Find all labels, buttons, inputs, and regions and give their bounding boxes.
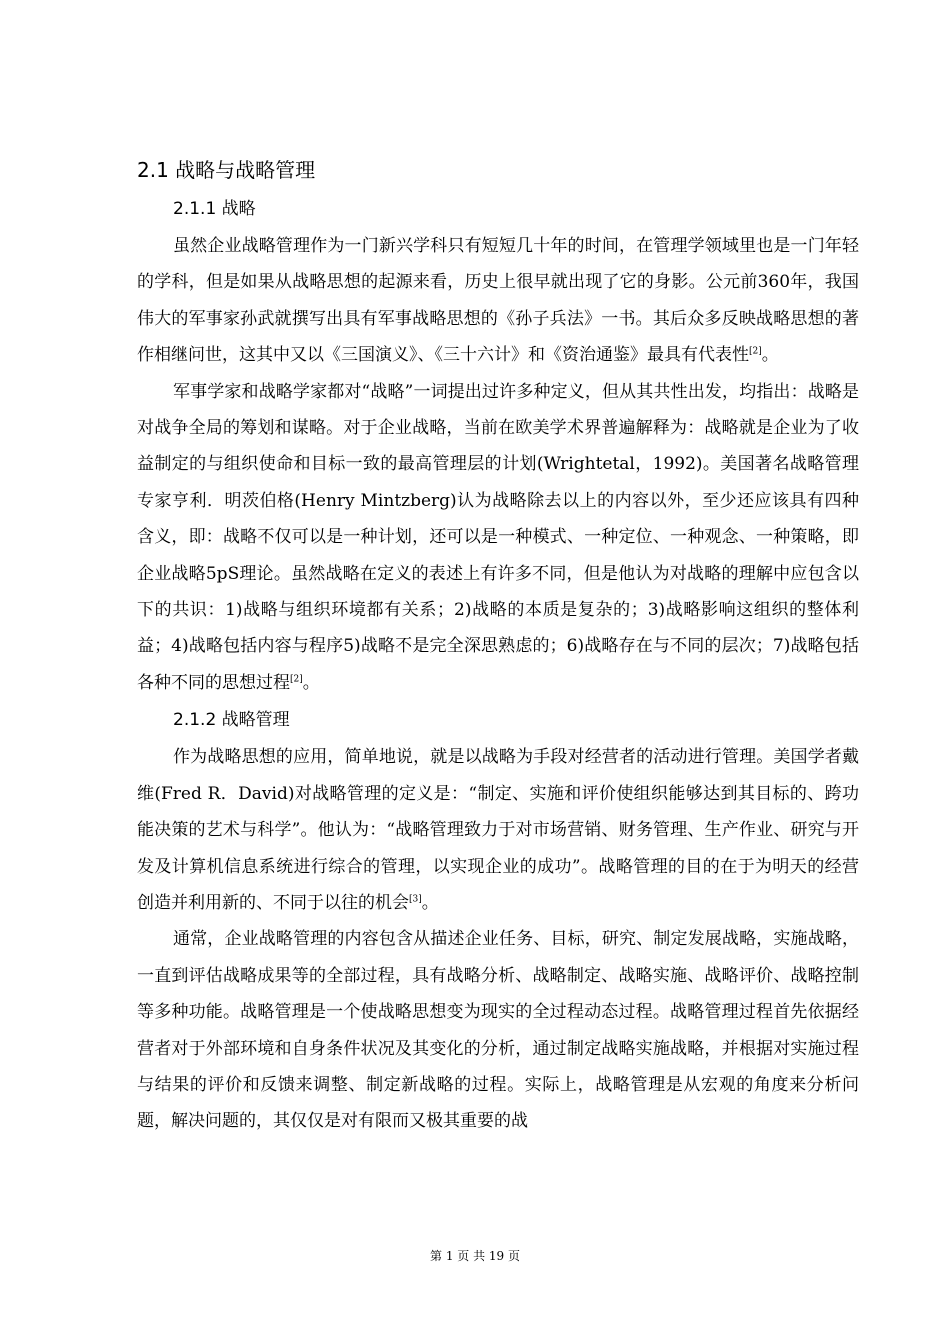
section-heading: 2.1 战略与战略管理 bbox=[137, 158, 316, 182]
paragraph-strategy-definition bbox=[137, 374, 859, 702]
citation-ref: [3] bbox=[409, 894, 422, 905]
paragraph-end-punct: 。 bbox=[421, 892, 439, 913]
paragraph-strategic-management-content bbox=[137, 921, 859, 1139]
subsection-heading-strategy: 2.1.1 战略 bbox=[173, 199, 256, 219]
page-content bbox=[137, 150, 859, 1140]
paragraph-end-punct: 。 bbox=[761, 345, 779, 366]
paragraph-strategic-management-definition bbox=[137, 739, 859, 921]
paragraph-text: 军事学家和战略学家都对“战略”一词提出过许多种定义，但从其共性出发，均指出：战略是对战争全局的筹划和谋略。对于企业战略，当前在欧美学术界普遍解释为：战略就是企业为了收益制定的与组织使命和目标一致的最高管理层的计划(Wrightetal，1992)。美国著名战略管理专家亨利．明茨伯格(Henry Mintzberg)认为战略除去以上的内容以外，至少还应该具有四种含义，即：战略不仅可以是一种计划，还可以是一种模式、一种定位、一种观念、一种策略，即企业战略5pS理论。虽然战略在定义的表述上有许多不同，但是他认为对战略的理解中应包含以下的共识：1)战略与组织环境都有关系；2)战略的本质是复杂的；3)战略影响这组织的整体利益；4)战略包括内容与程序5)战略不是完全深思熟虑的；6)战略存在与不同的层次；7)战略包括各种不同的思想过程 bbox=[137, 381, 859, 693]
citation-ref: [2] bbox=[749, 346, 762, 357]
paragraph-text: 作为战略思想的应用，简单地说，就是以战略为手段对经营者的活动进行管理。美国学者戴维(Fred R．David)对战略管理的定义是：“制定、实施和评价使组织能够达到其目标的、跨功能决策的艺术与科学”。他认为：“战略管理致力于对市场营销、财务管理、生产作业、研究与开发及计算机信息系统进行综合的管理，以实现企业的成功”。战略管理的目的在于为明天的经营创造并利用新的、不同于以往的机会 bbox=[137, 747, 859, 913]
paragraph-end-punct: 。 bbox=[302, 672, 320, 693]
paragraph-text: 通常，企业战略管理的内容包含从描述企业任务、目标，研究、制定发展战略，实施战略，一直到评估战略成果等的全部过程，具有战略分析、战略制定、战略实施、战略评价、战略控制等多种功能。战略管理是一个使战略思想变为现实的全过程动态过程。战略管理过程首先依据经营者对于外部环境和自身条件状况及其变化的分析，通过制定战略实施战略，并根据对实施过程与结果的评价和反馈来调整、制定新战略的过程。实际上，战略管理是从宏观的角度来分析问题，解决问题的，其仅仅是对有限而又极其重要的战 bbox=[137, 929, 859, 1132]
paragraph-text: 虽然企业战略管理作为一门新兴学科只有短短几十年的时间，在管理学领域里也是一门年轻的学科，但是如果从战略思想的起源来看，历史上很早就出现了它的身影。公元前360年，我国伟大的军事家孙武就撰写出具有军事战略思想的《孙子兵法》一书。其后众多反映战略思想的著作相继问世，这其中又以《三国演义》、《三十六计》和《资治通鉴》最具有代表性 bbox=[137, 236, 859, 366]
paragraph-strategy-history bbox=[137, 228, 859, 374]
page-footer: 第 1 页 共 19 页 bbox=[430, 1249, 520, 1263]
subsection-heading-strategic-management: 2.1.2 战略管理 bbox=[173, 710, 290, 731]
citation-ref: [2] bbox=[290, 674, 303, 685]
